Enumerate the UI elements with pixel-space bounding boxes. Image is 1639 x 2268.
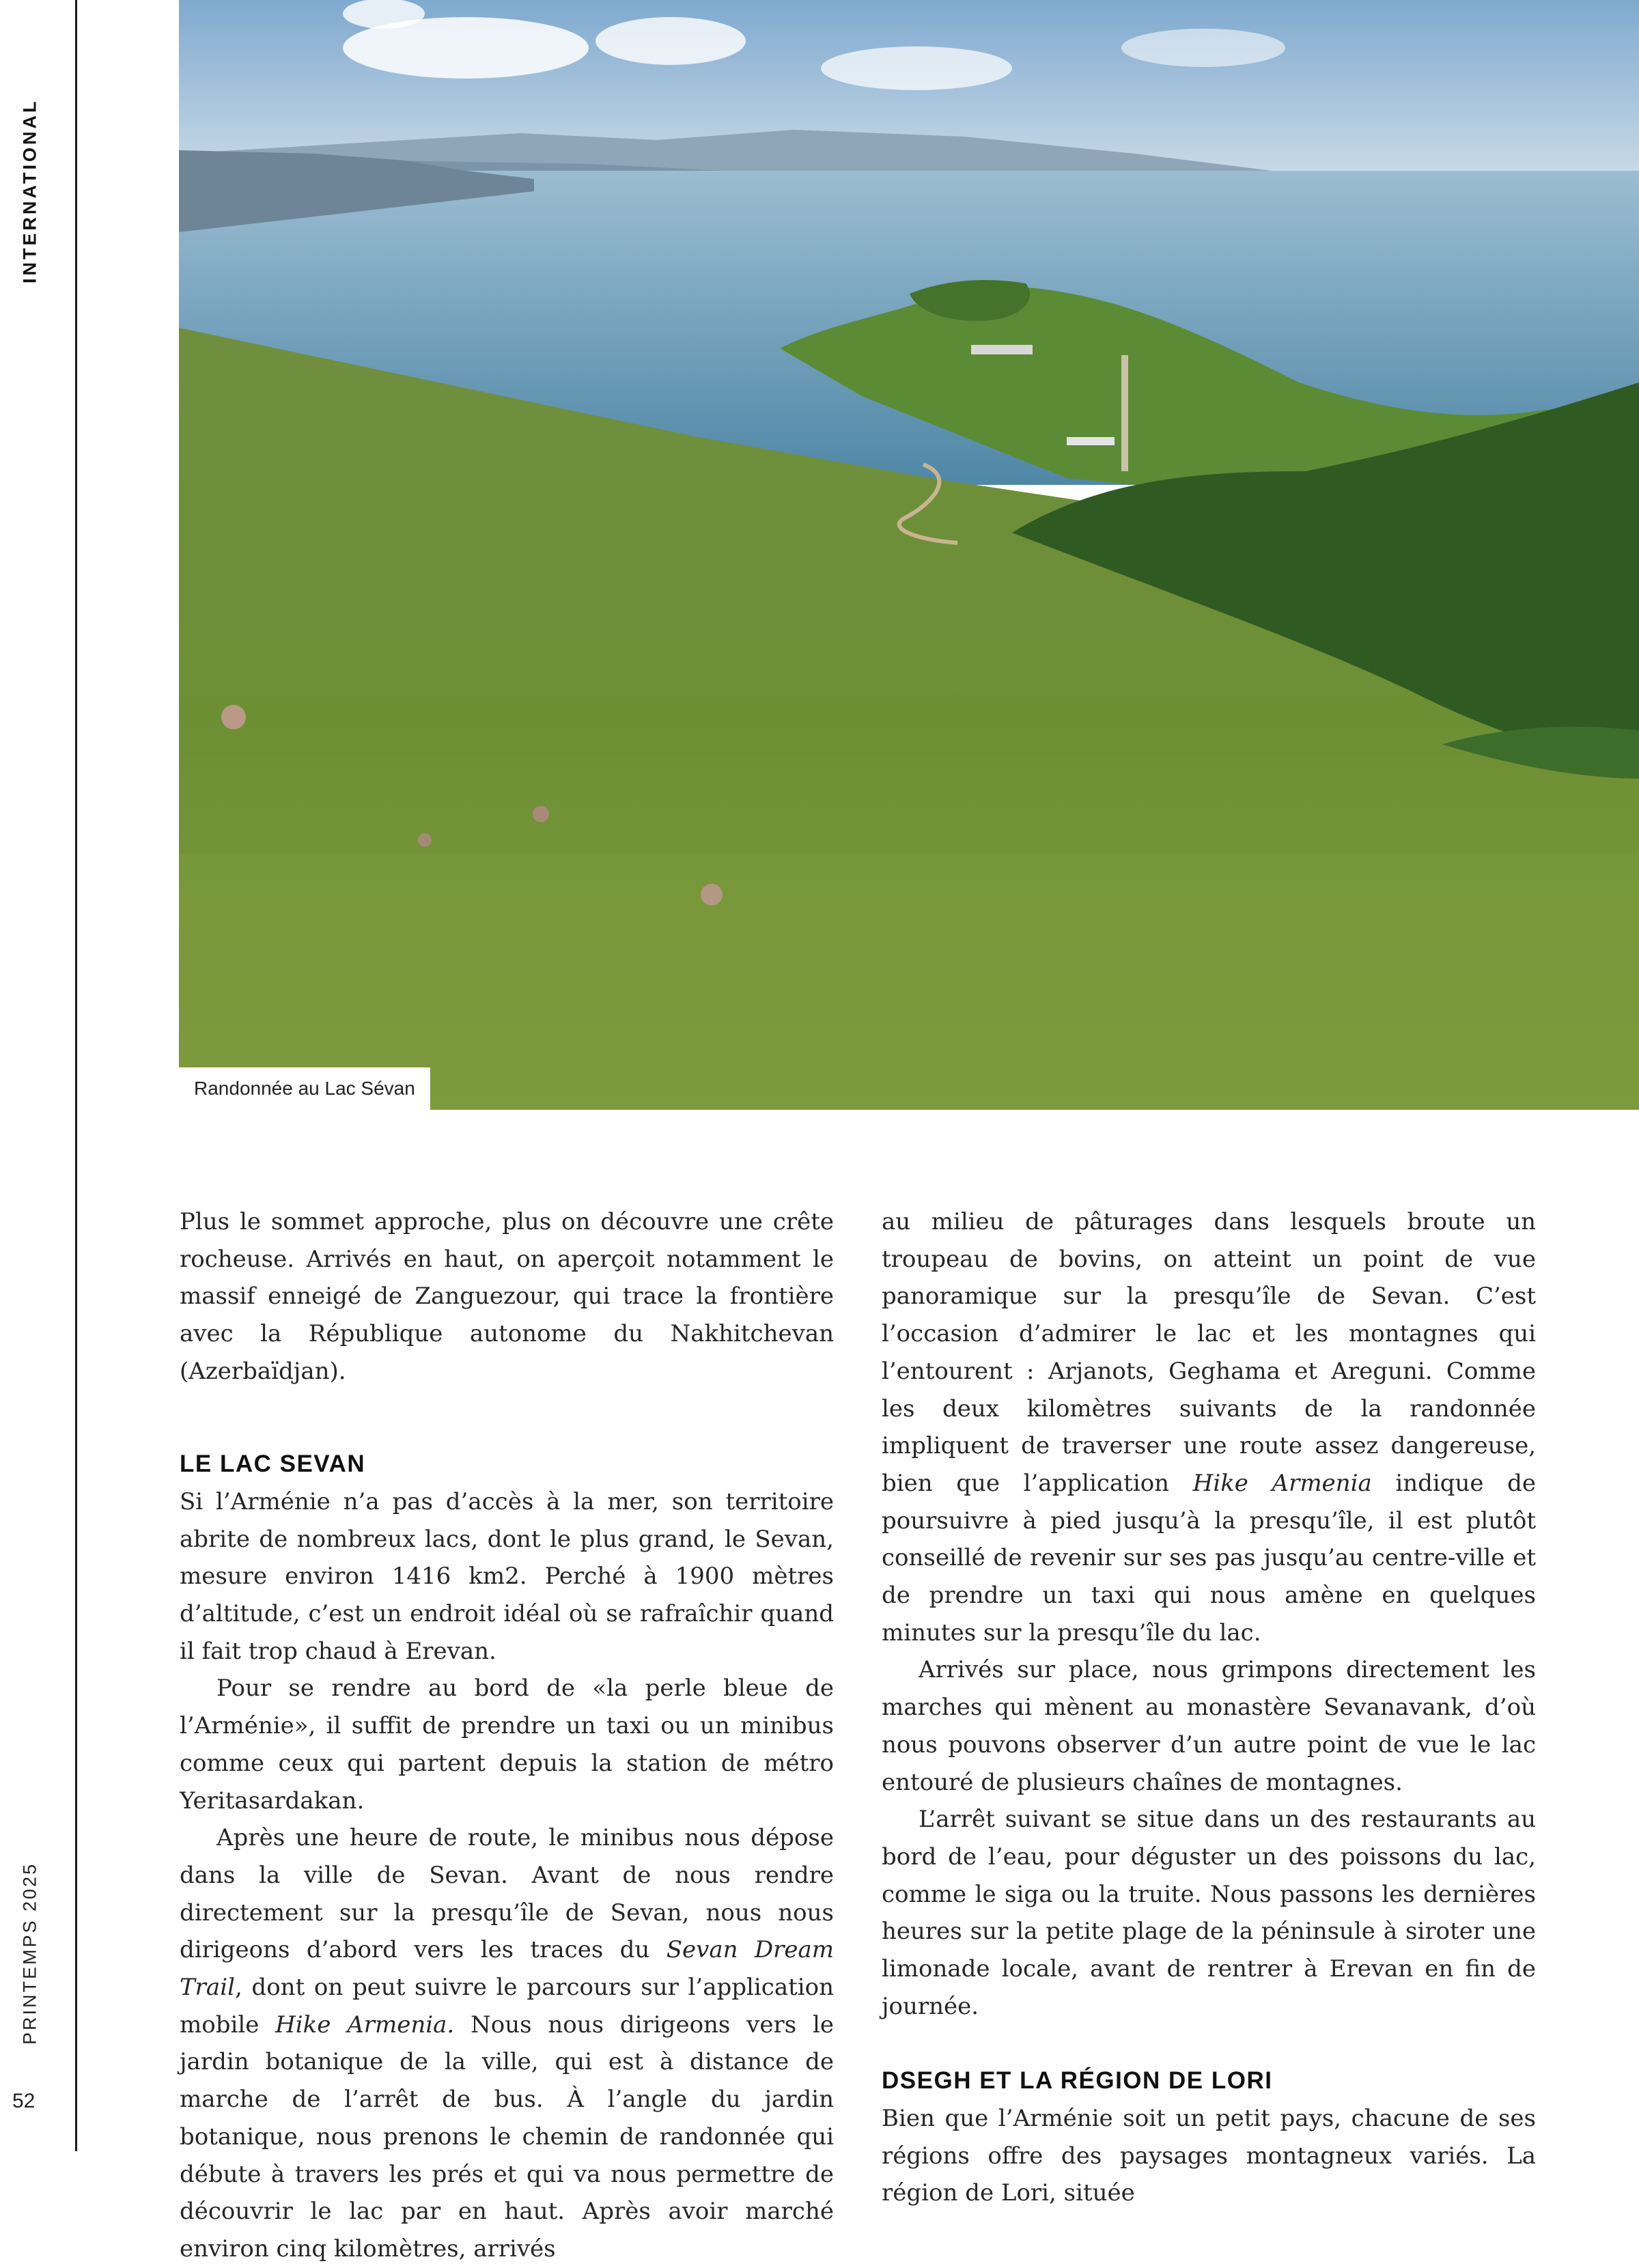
paragraph: Si l’Arménie n’a pas d’accès à la mer, son territoire abrite de nombreux lacs, dont le plus grand, le Sevan, mesure environ 1416 km2. Perché à 1900 mètres d’altitude, c’est un endroit idéal où se rafraîchir quand il fait trop chaud à Erevan.: [180, 1487, 834, 1665]
paragraph: L’arrêt suivant se situe dans un des restaurants au bord de l’eau, pour déguster un des poissons du lac, comme le siga ou la truite. Nous passons les dernières heures sur la petite plage de la péninsule à siroter une limonade locale, avant de rentrer à Erevan en fin de journée.: [882, 1806, 1536, 2020]
photo-caption: Randonnée au Lac Sévan: [179, 1067, 430, 1110]
lake-sevan-photo: [179, 0, 1639, 1110]
app-name: Hike Armenia.: [275, 2011, 455, 2039]
section-label: INTERNATIONAL: [19, 98, 40, 284]
app-name: Hike Armenia: [1192, 1469, 1372, 1497]
paragraph: Arrivés sur place, nous grimpons directement les marches qui mènent au monastère Sevanavank, d’où nous pouvons observer d’un autre point de vue le lac entouré de plusieurs chaînes de montagnes.: [882, 1656, 1536, 1796]
paragraph: Pour se rendre au bord de «la perle bleue de l’Arménie», il suffit de prendre un taxi ou un minibus comme ceux qui partent depuis la station de métro Yeritasardakan.: [180, 1675, 834, 1815]
page-number: 52: [12, 2090, 36, 2112]
issue-label: PRINTEMPS 2025: [19, 1862, 40, 2045]
heading-lac-sevan: LE LAC SEVAN: [180, 1451, 366, 1478]
paragraph: Plus le sommet approche, plus on découvre une crête rocheuse. Arrivés en haut, on aperçoit notamment le massif enneigé de Zanguezour, qui trace la frontière avec la République autonome du Nakhitchevan (Azerbaïdjan).: [180, 1208, 834, 1385]
right-column: [882, 1203, 1536, 2212]
paragraph: Après une heure de route, le minibus nous dépose dans la ville de Sevan. Avant de nous rendre directement sur la presqu’île de Sevan, nous nous dirigeons d’abord vers les traces du Sevan Dream Trail, dont on peut suivre le parcours sur l’application mobile Hike Armenia. Nous nous dirigeons vers le jardin botanique de la ville, qui est à distance de marche de l’arrêt de bus. À l’angle du jardin botanique, nous prenons le chemin de randonnée qui débute à travers les prés et qui va nous permettre de découvrir le lac par en haut. Après avoir marché environ cinq kilomètres, arrivés: [180, 1824, 835, 2263]
paragraph: au milieu de pâturages dans lesquels broute un troupeau de bovins, on atteint un point de vue panoramique sur la presqu’île de Sevan. C’est l’occasion d’admirer le lac et les montagnes qui l’entourent : Arjanots, Geghama et Areguni. Comme les deux kilomètres suivants de la randonnée impliquent de traverser une route assez dangereuse, bien que l’application Hike Armenia indique de poursuivre à pied jusqu’à la presqu’île, il est plutôt conseillé de revenir sur ses pas jusqu’au centre-ville et de prendre un taxi qui nous amène en quelques minutes sur la presqu’île du lac.: [882, 1208, 1537, 1647]
trail-name: Sevan Dream Trail: [180, 1936, 835, 2002]
paragraph: Bien que l’Arménie soit un petit pays, chacune de ses régions offre des paysages montagneux variés. La région de Lori, située: [882, 2104, 1536, 2207]
margin-rule: [75, 0, 77, 2151]
left-column: [180, 1203, 834, 2268]
heading-dsegh-lori: DSEGH ET LA RÉGION DE LORI: [882, 2067, 1273, 2095]
